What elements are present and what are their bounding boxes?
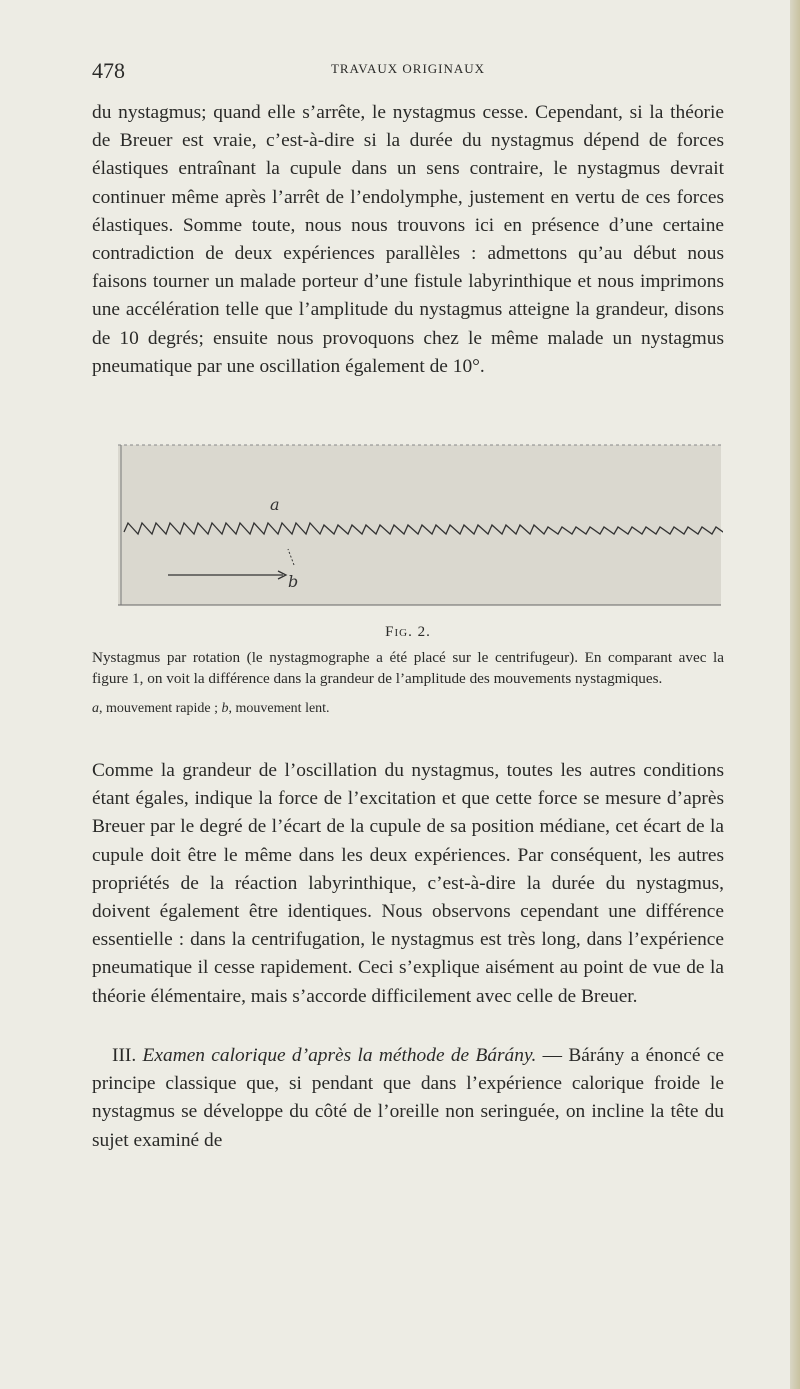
figure-background	[118, 445, 721, 605]
section-text: Bárány a énoncé ce principe classique que, si pendant que dans l’expérience calorique froide le nystagmus se développe du côté de l’oreille non seringuée, on incline la tête du sujet examiné de	[92, 1045, 725, 1151]
nystagmogram-trace	[118, 437, 723, 612]
page-number: 478	[92, 58, 125, 83]
paragraph-1: du nystagmus; quand elle s’arrête, le nystagmus cesse. Cependant, si la théorie de Breuer est vraie, c’est-à-dire si la durée du nystagmus dépend de forces élastiques entraînant la cupule dans un sens contraire, le nystagmus devrait continuer même après l’arrêt de l’endolymphe, justement en vertu de ces forces élastiques. Somme toute, nous nous trouvons ici en présence d’une certaine contradiction de deux expériences parallèles : admettons qu’au début nous faisons tourner un malade porteur d’une fistule labyrinthique et nous imprimons une accélération telle que l’amplitude du nystagmus atteigne la grandeur, disons de 10 degrés; ensuite nous provoquons chez le même malade un nystagmus pneumatique par une oscillation également de 10°.	[92, 102, 724, 377]
label-b: b	[288, 572, 299, 591]
legend-b-text: , mouvement lent.	[228, 701, 330, 716]
paragraph-3	[92, 1042, 724, 1155]
running-head: TRAVAUX ORIGINAUX	[330, 61, 486, 76]
figure-caption	[92, 624, 724, 719]
nystagmogram-figure	[118, 437, 723, 612]
paragraph-2: Comme la grandeur de l’oscillation du nystagmus, toutes les autres conditions étant égales, indique la force de l’excitation et que cette force se mesure d’après Breuer par le degré de l’écart de la cupule de sa position médiane, cet écart de la cupule doit être le même dans les deux expériences. Par conséquent, les autres propriétés de la réaction labyrinthique, c’est-à-dire la durée du nystagmus, doivent également être identiques. Nous observons cependant une différence essentielle : dans la centrifugation, le nystagmus est très long, dans l’expérience pneumatique il cesse rapidement. Ceci s’explique aisément au point de vue de la théorie élémentaire, mais s’accorde difficilement avec celle de Breuer.	[92, 760, 724, 1007]
legend-a-text: , mouvement rapide ;	[99, 701, 222, 716]
figure-label: Fig. 2.	[385, 624, 431, 640]
figure-legend	[92, 699, 724, 719]
legend-b-letter: b	[221, 701, 229, 716]
section-number: III.	[112, 1045, 137, 1066]
section-dash: —	[536, 1045, 569, 1066]
page-header	[92, 58, 724, 86]
figure-description: Nystagmus par rotation (le nystagmographe a été placé sur le centrifugeur). En comparant avec la figure 1, on voit la différence dans la grandeur de l’amplitude des mouvements nystagmiques.	[92, 649, 724, 687]
label-a: a	[270, 495, 280, 514]
section-title: Examen calorique d’après la méthode de Bárány.	[142, 1045, 537, 1066]
page-edge	[790, 0, 800, 1389]
legend-a-letter: a	[92, 701, 99, 716]
